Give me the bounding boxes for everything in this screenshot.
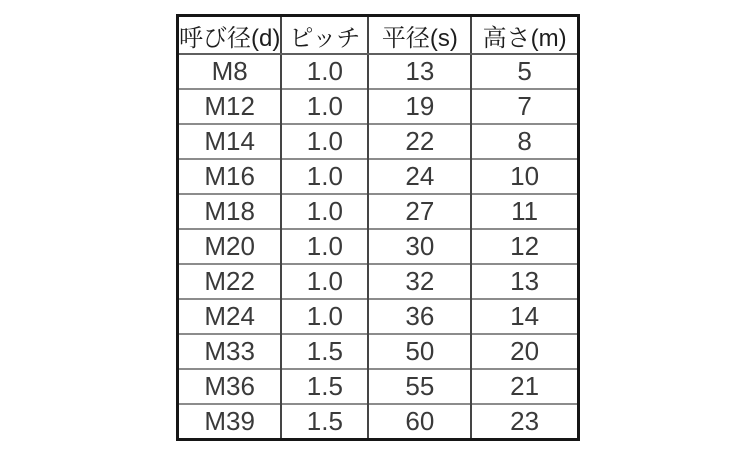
table-cell: 27 xyxy=(368,194,471,229)
column-header-height: 高さ(m) xyxy=(471,16,578,55)
table-cell: 19 xyxy=(368,89,471,124)
table-cell: 1.0 xyxy=(281,54,368,89)
table-row xyxy=(178,89,579,124)
table-row xyxy=(178,334,579,369)
table-row xyxy=(178,299,579,334)
table-cell: M24 xyxy=(178,299,282,334)
spec-table-container xyxy=(176,14,580,441)
table-cell: 24 xyxy=(368,159,471,194)
table-cell: M16 xyxy=(178,159,282,194)
table-row xyxy=(178,194,579,229)
table-cell: 1.5 xyxy=(281,404,368,440)
table-cell: M39 xyxy=(178,404,282,440)
table-body xyxy=(178,54,579,440)
table-cell: 1.0 xyxy=(281,264,368,299)
table-cell: M18 xyxy=(178,194,282,229)
column-header-nominal-diameter: 呼び径(d) xyxy=(178,16,282,55)
table-cell: 10 xyxy=(471,159,578,194)
table-cell: 5 xyxy=(471,54,578,89)
table-cell: 11 xyxy=(471,194,578,229)
table-cell: 50 xyxy=(368,334,471,369)
table-row xyxy=(178,159,579,194)
spec-table xyxy=(176,14,580,441)
table-cell: 32 xyxy=(368,264,471,299)
table-cell: 1.0 xyxy=(281,89,368,124)
table-cell: 20 xyxy=(471,334,578,369)
table-cell: M22 xyxy=(178,264,282,299)
table-cell: 8 xyxy=(471,124,578,159)
table-cell: M8 xyxy=(211,56,248,86)
table-cell: 22 xyxy=(368,124,471,159)
table-cell: 55 xyxy=(368,369,471,404)
table-cell: M33 xyxy=(178,334,282,369)
column-header-pitch: ピッチ xyxy=(281,16,368,55)
table-cell: 13 xyxy=(368,54,471,89)
table-cell: 7 xyxy=(471,89,578,124)
table-cell: 1.0 xyxy=(281,124,368,159)
table-row xyxy=(178,124,579,159)
table-cell: 21 xyxy=(471,369,578,404)
table-cell: 14 xyxy=(471,299,578,334)
table-cell: 36 xyxy=(368,299,471,334)
table-cell: 1.0 xyxy=(281,159,368,194)
table-cell: 60 xyxy=(368,404,471,440)
table-cell: 23 xyxy=(471,404,578,440)
table-row xyxy=(178,229,579,264)
table-cell: M20 xyxy=(178,229,282,264)
table-row xyxy=(178,264,579,299)
table-cell: 1.5 xyxy=(281,369,368,404)
table-cell: M36 xyxy=(178,369,282,404)
column-header-width-across-flats: 平径(s) xyxy=(368,16,471,55)
table-cell: 13 xyxy=(471,264,578,299)
table-row xyxy=(178,54,579,89)
table-cell: 1.0 xyxy=(281,229,368,264)
table-cell: 1.0 xyxy=(281,194,368,229)
table-cell: 1.0 xyxy=(281,299,368,334)
table-cell: M12 xyxy=(178,89,282,124)
table-cell: 1.5 xyxy=(281,334,368,369)
table-row xyxy=(178,369,579,404)
table-cell: M14 xyxy=(178,124,282,159)
header-row xyxy=(178,16,579,55)
table-cell: 30 xyxy=(368,229,471,264)
table-cell: 12 xyxy=(471,229,578,264)
table-row xyxy=(178,404,579,440)
